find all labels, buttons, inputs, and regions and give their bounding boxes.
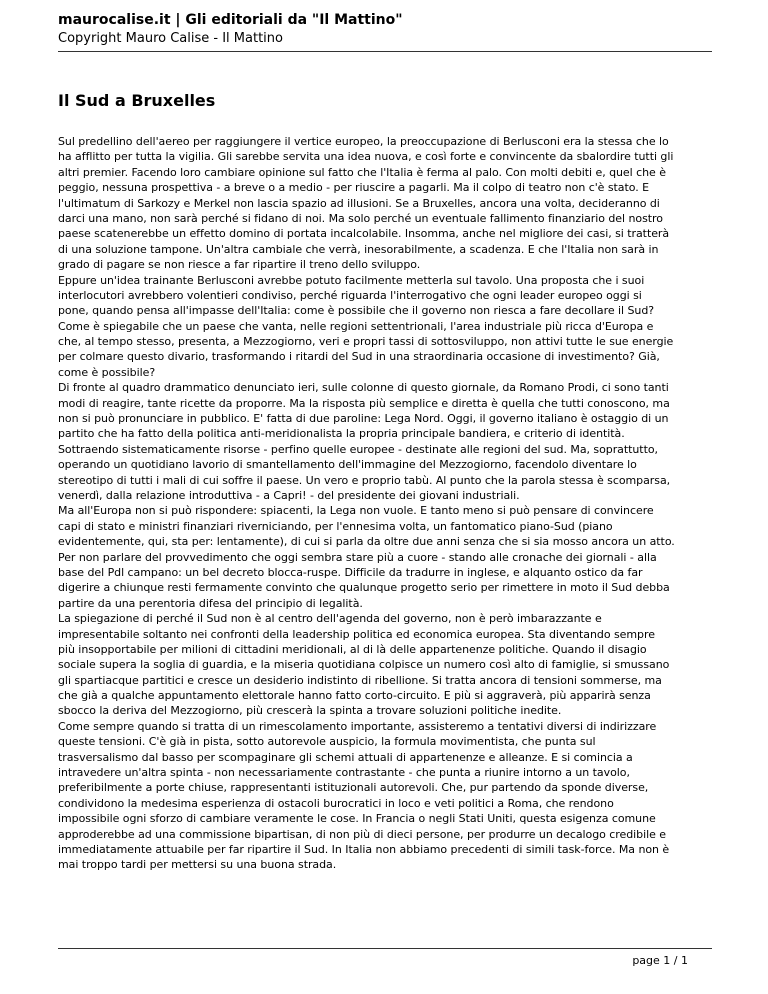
article-line: grado di pagare se non riesce a far ripartire il treno dello sviluppo.: [58, 258, 421, 272]
article-line: gli spartiacque partitici e cresce un desiderio indistinto di ribellione. Si tratta ancora di tensioni sommerse, ma: [58, 673, 662, 687]
article-line: Come sempre quando si tratta di un rimescolamento importante, assisteremo a tentativi diversi di indirizzare: [58, 719, 657, 733]
article-line: Come è spiegabile che un paese che vanta, nelle regioni settentrionali, l'area industriale più ricca d'Europa e: [58, 319, 654, 333]
article-line: darci una mano, non sarà perché si fidano di noi. Ma solo perché un eventuale fallimento finanziario del nostro: [58, 211, 663, 225]
article-line: non si può pronunciare in pubblico. E' fatta di due paroline: Lega Nord. Oggi, il governo italiano è ostaggio di un: [58, 412, 669, 426]
article-line: peggio, nessuna prospettiva - a breve o a medio - per riuscire a pagarli. Ma il colpo di teatro non c'è stato. E: [58, 181, 650, 195]
article-line: di una soluzione tampone. Un'altra cambiale che verrà, inesorabilmente, a scadenza. E che l'Italia non sarà in: [58, 242, 659, 256]
article-body: [58, 134, 716, 873]
article-line: operando un quotidiano lavorio di smantellamento dell'immagine del Mezzogiorno, facendolo diventare lo: [58, 458, 637, 472]
article-line: capi di stato e ministri finanziari riverniciando, per l'ennesima volta, un fantomatico piano-Sud (piano: [58, 519, 613, 533]
article-line: altri premier. Facendo loro cambiare opinione sul fatto che l'Italia è ferma al palo. Con molti debiti e, quel che è: [58, 165, 666, 179]
article-line: modi di reagire, tante ricette da proporre. Ma la risposta più semplice e diretta è quella che tutti conoscono, ma: [58, 396, 670, 410]
site-title: maurocalise.it | Gli editoriali da "Il Mattino": [58, 12, 403, 28]
article-line: paese scatenerebbe un effetto domino di portata incalcolabile. Insomma, anche nel migliore dei casi, si tratterà: [58, 227, 670, 241]
header-divider: [58, 51, 712, 52]
article-line: ha afflitto per tutta la vigilia. Gli sarebbe servita una idea nuova, e così forte e convincente da sbalordire tutti gli: [58, 150, 674, 164]
article-line: sociale supera la soglia di guardia, e la miseria quotidiana colpisce un numero così alto di famiglie, si smussano: [58, 658, 670, 672]
article-line: impresentabile soltanto nei confronti della leadership politica ed economica europea. Sta diventando sempre: [58, 627, 655, 641]
article-line: partito che ha fatto della politica anti-meridionalista la propria principale bandiera, e criterio di identità.: [58, 427, 625, 441]
article-line: Sul predellino dell'aereo per raggiungere il vertice europeo, la preoccupazione di Berlusconi era la stessa che lo: [58, 135, 669, 148]
article-line: approderebbe ad una commissione bipartisan, di non più di dieci persone, per produrre un decalogo credibile e: [58, 827, 666, 841]
article-line: per colmare questo divario, trasformando i ritardi del Sud in una straordinaria occasione di investimento? Già,: [58, 350, 660, 364]
article-line: stereotipo di tutti i mali di cui soffre il paese. Un vero e proprio tabù. Al punto che la parola stessa è scomparsa,: [58, 473, 671, 487]
article-line: come è possibile?: [58, 365, 156, 379]
article-line: trasversalismo dal basso per scompaginare gli schemi attuali di appartenenze e alleanze. E si comincia a: [58, 750, 633, 764]
article-line: impossibile ogni sforzo di cambiare veramente le cose. In Francia o negli Stati Uniti, questa esigenza comune: [58, 812, 656, 826]
page-header: [58, 12, 712, 47]
article-line: mai troppo tardi per mettersi su una buona strada.: [58, 858, 337, 872]
article-line: pone, quando pensa all'impasse dell'Italia: come è possibile che il governo non riesca a fare decollare il Sud?: [58, 304, 655, 318]
article-line: Sottraendo sistematicamente risorse - perfino quelle europee - destinate alle regioni del sud. Ma, soprattutto,: [58, 442, 658, 456]
article-line: condividono la medesima esperienza di ostacoli burocratici in loco e veti politici a Roma, che rendono: [58, 796, 614, 810]
article-line: preferibilmente a porte chiuse, rappresentanti istituzionali autorevoli. Che, pur partendo da sponde diverse,: [58, 781, 649, 795]
article-line: che, al tempo stesso, presenta, a Mezzogiorno, veri e propri tassi di sottosviluppo, non attivi tutte le sue energie: [58, 335, 674, 349]
article-line: venerdì, dalla relazione introduttiva - a Capri! - del presidente dei giovani industriali.: [58, 488, 520, 502]
article-line: queste tensioni. C'è già in pista, sotto autorevole auspicio, la formula movimentista, che punta sul: [58, 735, 596, 749]
article-line: Eppure un'idea trainante Berlusconi avrebbe potuto facilmente metterla sul tavolo. Una proposta che i suoi: [58, 273, 645, 287]
article-line: base del Pdl campano: un bel decreto blocca-ruspe. Difficile da tradurre in inglese, e alquanto ostico da far: [58, 565, 643, 579]
article-line: interlocutori avrebbero volentieri condiviso, perché riguarda l'interrogativo che ogni leader europeo oggi si: [58, 288, 642, 302]
article-line: partire da una perentoria difesa del principio di legalità.: [58, 596, 363, 610]
footer-divider: [58, 948, 712, 949]
article-line: sbocco la deriva del Mezzogiorno, più crescerà la spinta a trovare soluzioni politiche inedite.: [58, 704, 562, 718]
article-line: Per non parlare del provvedimento che oggi sembra stare più a cuore - stando alle cronache dei giornali - alla: [58, 550, 657, 564]
page-number: page 1 / 1: [632, 954, 688, 967]
article-line: intravedere un'altra spinta - non necessariamente contrastante - che punta a riunire intorno a un tavolo,: [58, 766, 630, 780]
article-line: evidentemente, qui, sta per: lentamente), di cui si parla da oltre due anni senza che si sia mosso ancora un atto.: [58, 535, 675, 549]
article-line: Ma all'Europa non si può rispondere: spiacenti, la Lega non vuole. E tanto meno si può pensare di convincere: [58, 504, 654, 518]
article-line: Di fronte al quadro drammatico denunciato ieri, sulle colonne di questo giornale, da Romano Prodi, ci sono tanti: [58, 381, 669, 395]
article-line: più insopportabile per milioni di cittadini meridionali, al di là delle appartenenze politiche. Quando il disagio: [58, 642, 647, 656]
copyright-line: Copyright Mauro Calise - Il Mattino: [58, 31, 283, 46]
article-title: Il Sud a Bruxelles: [58, 91, 216, 110]
article-line: immediatamente attuabile per far ripartire il Sud. In Italia non abbiamo precedenti di simili task-force. Ma non è: [58, 842, 670, 856]
article-line: l'ultimatum di Sarkozy e Merkel non lascia spazio ad illusioni. Se a Bruxelles, ancora una volta, decideranno di: [58, 196, 660, 210]
article-line: che già a qualche appuntamento elettorale hanno fatto corto-circuito. E più si aggraverà, più apparirà senza: [58, 689, 651, 703]
article-line: La spiegazione di perché il Sud non è al centro dell'agenda del governo, non è però imbarazzante e: [58, 612, 602, 626]
article-line: digerire a chiunque resti fermamente convinto che qualunque progetto serio per rimettere in moto il Sud debba: [58, 581, 670, 595]
